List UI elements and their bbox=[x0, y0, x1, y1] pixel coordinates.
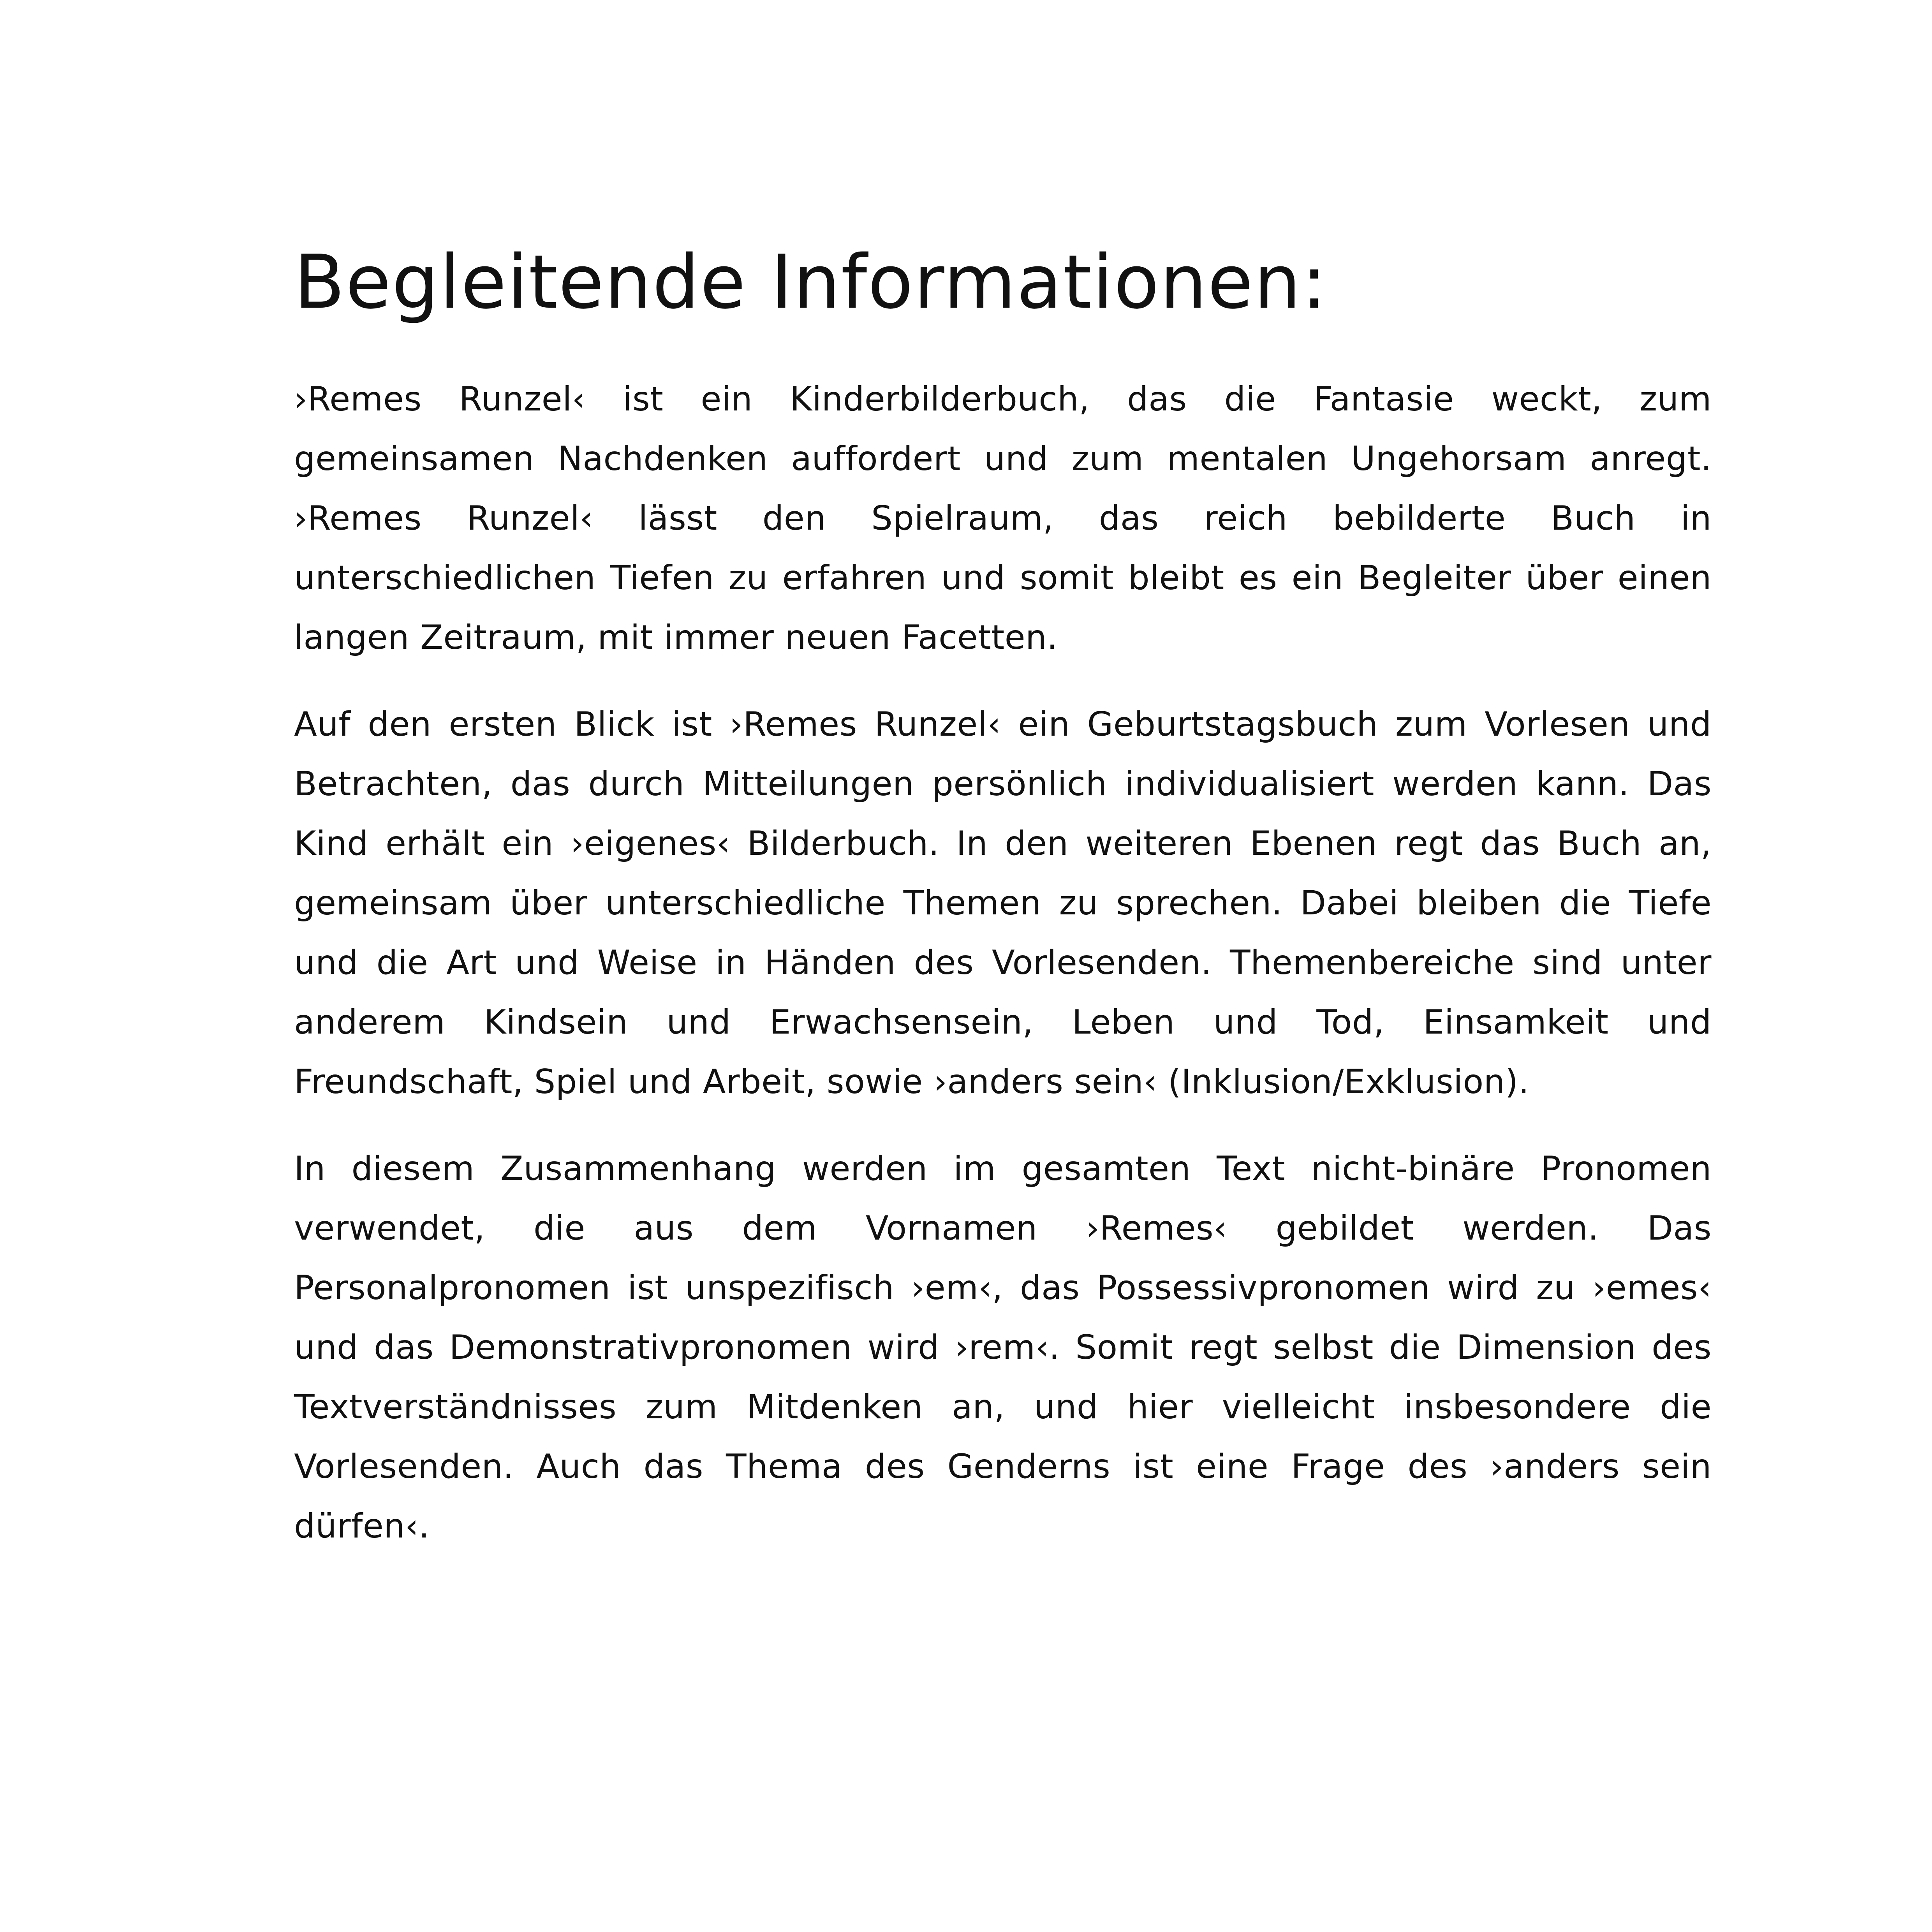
paragraph-introduction: ›Remes Runzel‹ ist ein Kinderbilderbuch, das die Fantasie weckt, zum gemeinsamen Nachdenken auffordert und zum mentalen Ungehorsam anregt. ›Remes Runzel‹ lässt den Spielraum, das reich bebilderte Buch in unterschiedlichen Tiefen zu erfahren und somit bleibt es ein Begleiter über einen langen Zeitraum, mit immer neuen Facetten. bbox=[294, 380, 1712, 657]
paragraph-pronouns: In diesem Zusammenhang werden im gesamten Text nicht-binäre Pronomen verwendet, die aus dem Vornamen ›Remes‹ gebildet werden. Das Personalpronomen ist unspezifisch ›em‹, das Possessivpronomen wird zu ›emes‹ und das Demonstrativpronomen wird ›rem‹. Somit regt selbst die Dimension des Textverständnisses zum Mitdenken an, und hier vielleicht insbesondere die Vorlesenden. Auch das Thema des Genderns ist eine Frage des ›anders sein dürfen‹. bbox=[294, 1149, 1712, 1546]
document-content bbox=[294, 241, 1712, 1556]
page-title: Begleitende Informationen: bbox=[294, 239, 1328, 325]
paragraph-themes: Auf den ersten Blick ist ›Remes Runzel‹ ein Geburtstagsbuch zum Vorlesen und Betrachten, das durch Mitteilungen persönlich individualisiert werden kann. Das Kind erhält ein ›eigenes‹ Bilderbuch. In den weiteren Ebenen regt das Buch an, gemeinsam über unterschiedliche Themen zu sprechen. Dabei bleiben die Tiefe und die Art und Weise in Händen des Vorlesenden. Themenbereiche sind unter anderem Kindsein und Erwachsensein, Leben und Tod, Einsamkeit und Freundschaft, Spiel und Arbeit, sowie ›anders sein‹ (Inklusion/Exklusion). bbox=[294, 705, 1712, 1101]
